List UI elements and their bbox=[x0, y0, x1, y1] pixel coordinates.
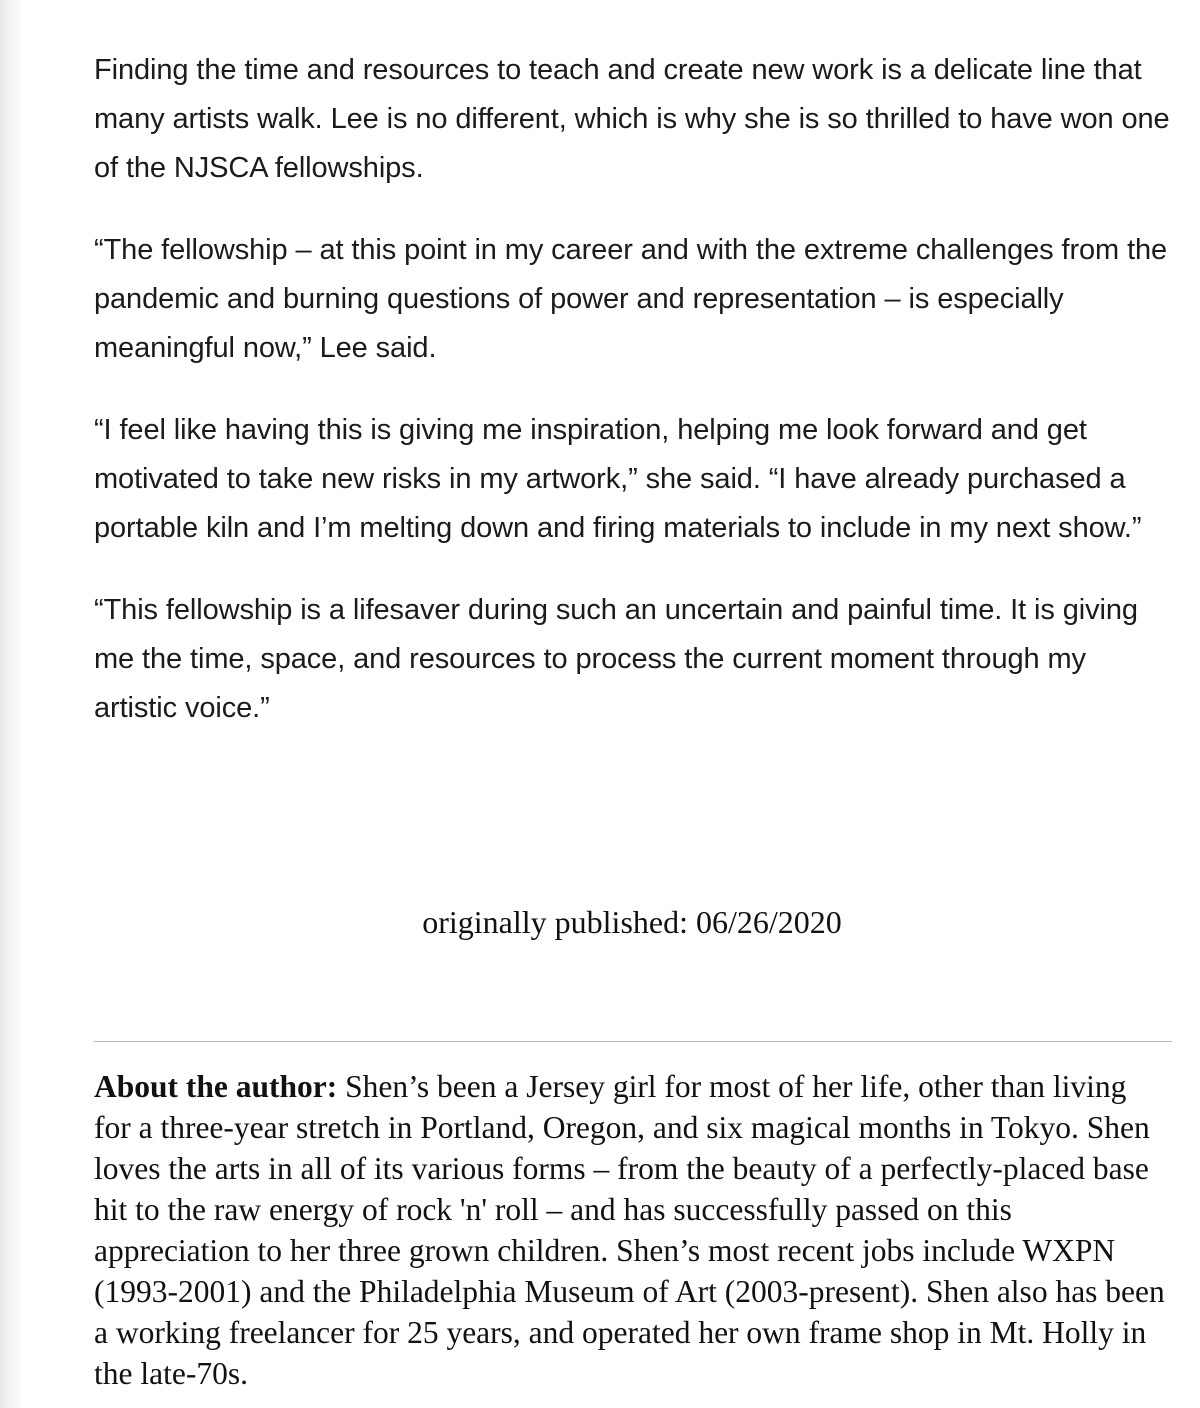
article-paragraph: “This fellowship is a lifesaver during such an uncertain and painful time. It is giving me the time, space, and resources to process the current moment through my artistic voice.” bbox=[94, 594, 1138, 724]
article-paragraph: “The fellowship – at this point in my career and with the extreme challenges from the pandemic and burning questions of power and representation – is especially meaningful now,” Lee said. bbox=[94, 234, 1168, 364]
author-bio bbox=[94, 1066, 1170, 1394]
section-divider bbox=[94, 1041, 1172, 1042]
article-paragraph: Finding the time and resources to teach and create new work is a delicate line that many artists walk. Lee is no different, which is why she is so thrilled to have won one of the NJSCA fellowships. bbox=[94, 54, 1170, 184]
article-paragraph: “I feel like having this is giving me inspiration, helping me look forward and get motivated to take new risks in my artwork,” she said. “I have already purchased a portable kiln and I’m melting down and firing materials to include in my next show.” bbox=[94, 414, 1142, 544]
page-left-gutter bbox=[0, 0, 20, 1408]
author-bio-label: About the author: bbox=[94, 1069, 338, 1104]
author-bio-text: Shen’s been a Jersey girl for most of her life, other than living for a three-year stretch in Portland, Oregon, and six magical months in Tokyo. Shen loves the arts in all of its various forms – from the beauty of a perfectly-placed base hit to the raw energy of rock 'n' roll – and has successfully passed on this appreciation to her three grown children. Shen’s most recent jobs include WXPN (1993-2001) and the Philadelphia Museum of Art (2003-present). Shen also has been a working freelancer for 25 years, and operated her own frame shop in Mt. Holly in the late-70s. bbox=[94, 1069, 1165, 1391]
article-body bbox=[94, 46, 1170, 1391]
published-date: originally published: 06/26/2020 bbox=[422, 904, 842, 940]
